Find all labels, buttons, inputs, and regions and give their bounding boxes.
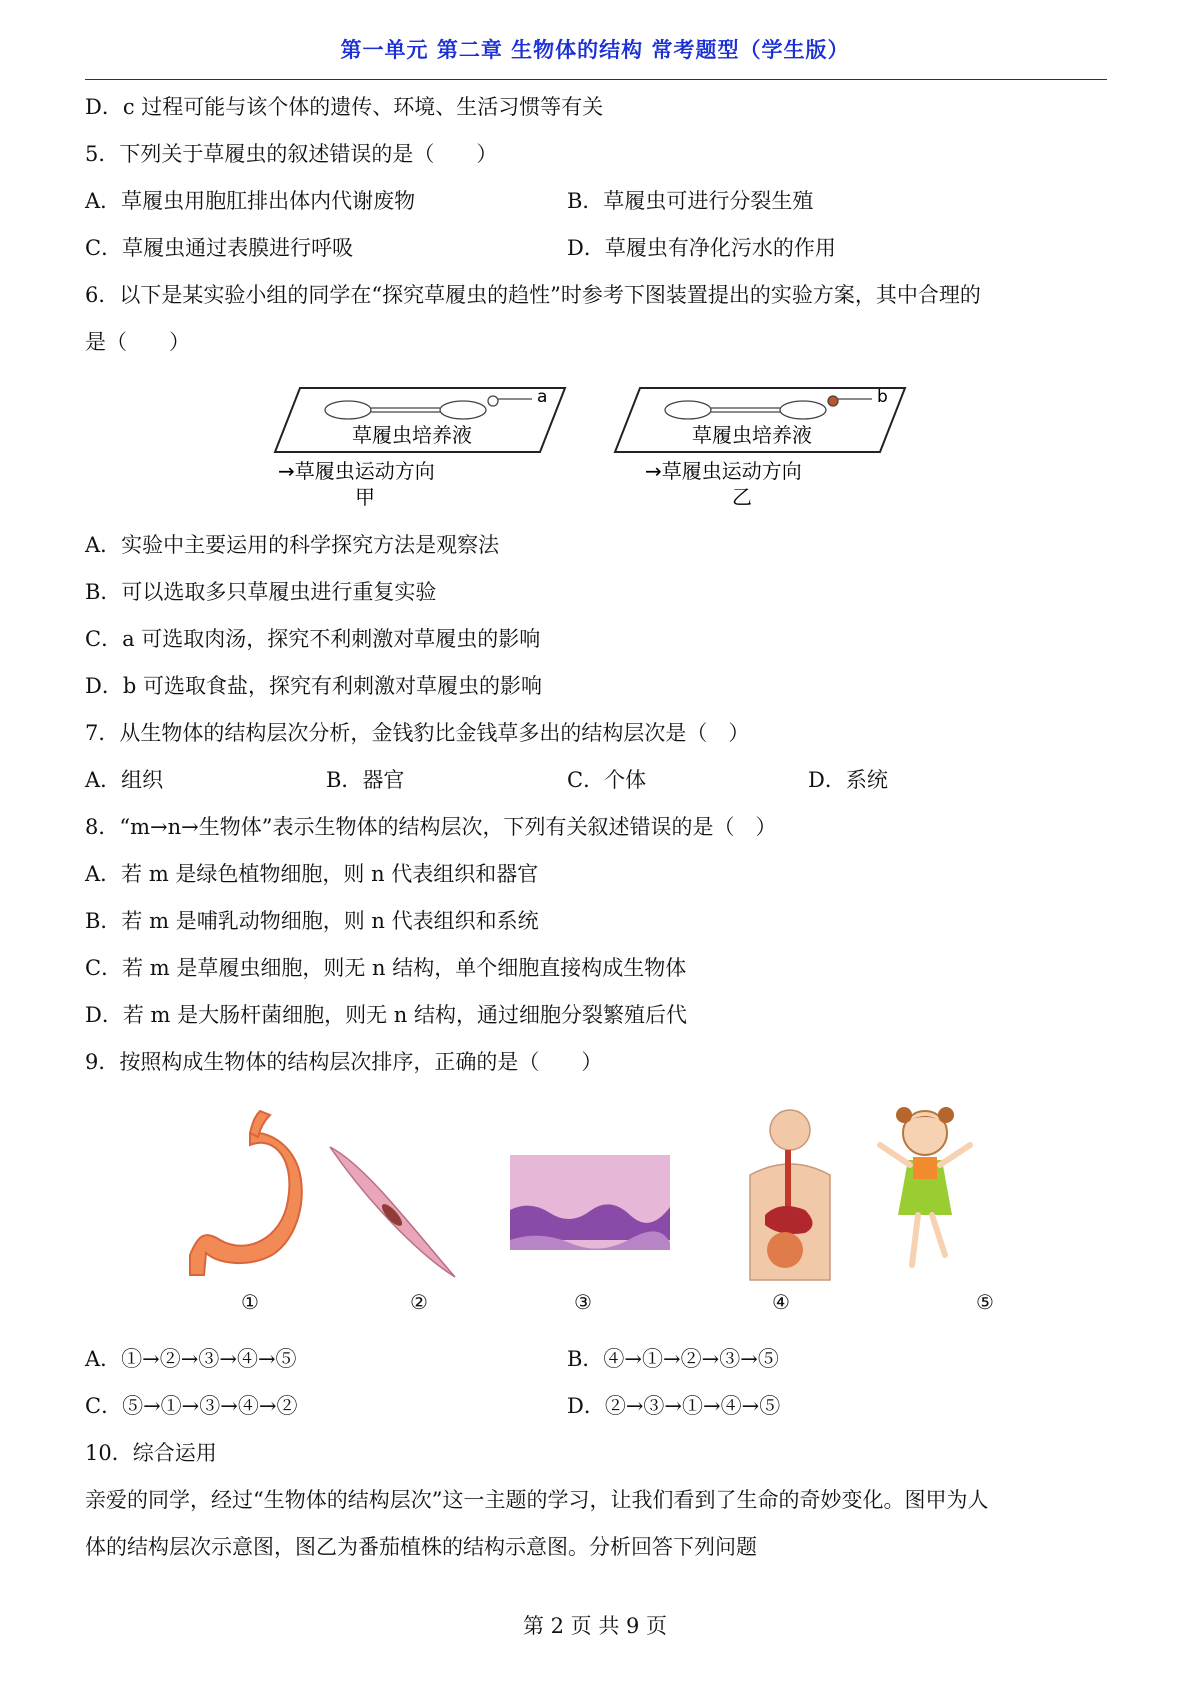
q8-option-c: C．若 m 是草履虫细胞，则无 n 结构，单个细胞直接构成生物体 (85, 956, 687, 980)
q6-option-a: A．实验中主要运用的科学探究方法是观察法 (85, 533, 500, 557)
q8-option-b: B．若 m 是哺乳动物细胞，则 n 代表组织和系统 (85, 909, 539, 933)
q10-paragraph-line2: 体的结构层次示意图，图乙为番茄植株的结构示意图。分析回答下列问题 (85, 1535, 757, 1559)
q9-structure-images (180, 1105, 1020, 1285)
q7-option-d: D．系统 (808, 768, 888, 792)
page-header-title: 第一单元 第二章 生物体的结构 常考题型（学生版） (340, 38, 850, 62)
caption-jia: 甲 (355, 485, 375, 509)
child-illustration (880, 1107, 970, 1265)
q5-option-b: B．草履虫可进行分裂生殖 (567, 189, 814, 213)
q9-option-a: A．①→②→③→④→⑤ (85, 1347, 297, 1371)
direction-label-jia: →草履虫运动方向 (278, 459, 435, 483)
q9-option-c: C．⑤→①→③→④→② (85, 1394, 298, 1418)
q7-stem: 7．从生物体的结构层次分析，金钱豹比金钱草多出的结构层次是（ ） (85, 721, 750, 745)
q6-option-b: B．可以选取多只草履虫进行重复实验 (85, 580, 437, 604)
q9-stem: 9．按照构成生物体的结构层次排序，正确的是（ ） (85, 1050, 603, 1074)
q9-option-d: D．②→③→①→④→⑤ (567, 1394, 781, 1418)
q6-experiment-figure (260, 372, 940, 522)
q5-stem: 5．下列关于草履虫的叙述错误的是（ ） (85, 142, 498, 166)
q5-option-a: A．草履虫用胞肛排出体内代谢废物 (85, 189, 416, 213)
image-label-5: ⑤ (976, 1290, 994, 1314)
direction-label-yi: →草履虫运动方向 (645, 459, 802, 483)
human-system-illustration (750, 1110, 830, 1280)
marker-a: a (537, 387, 548, 407)
q8-option-a: A．若 m 是绿色植物细胞，则 n 代表组织和器官 (85, 862, 539, 886)
caption-yi: 乙 (732, 485, 752, 509)
header-rule (85, 79, 1107, 80)
q10-stem: 10．综合运用 (85, 1441, 217, 1465)
culture-label-yi: 草履虫培养液 (692, 423, 812, 447)
q7-option-b: B．器官 (326, 768, 405, 792)
q6-option-d: D．b 可选取食盐，探究有利刺激对草履虫的影响 (85, 674, 542, 698)
q6-stem-line2: 是（ ） (85, 330, 190, 354)
q7-option-c: C．个体 (567, 768, 647, 792)
q5-option-c: C．草履虫通过表膜进行呼吸 (85, 236, 354, 260)
q7-option-a: A．组织 (85, 768, 164, 792)
slide-jia (275, 387, 565, 509)
stomach-illustration (190, 1111, 302, 1275)
q6-stem-line1: 6．以下是某实验小组的同学在“探究草履虫的趋性”时参考下图装置提出的实验方案，其中合理的 (85, 283, 981, 307)
page-footer: 第 2 页 共 9 页 (522, 1614, 668, 1638)
image-label-3: ③ (574, 1290, 592, 1314)
q6-option-c: C．a 可选取肉汤，探究不利刺激对草履虫的影响 (85, 627, 541, 651)
q8-stem: 8．“m→n→生物体”表示生物体的结构层次，下列有关叙述错误的是（ ） (85, 815, 777, 839)
tissue-illustration (510, 1155, 670, 1250)
q9-option-b: B．④→①→②→③→⑤ (567, 1347, 779, 1371)
q10-paragraph-line1: 亲爱的同学，经过“生物体的结构层次”这一主题的学习，让我们看到了生命的奇妙变化。图甲为人 (85, 1488, 989, 1512)
marker-b: b (877, 387, 888, 407)
q8-option-d: D．若 m 是大肠杆菌细胞，则无 n 结构，通过细胞分裂繁殖后代 (85, 1003, 687, 1027)
image-label-1: ① (241, 1290, 259, 1314)
culture-label-jia: 草履虫培养液 (352, 423, 472, 447)
q4-option-d: D．c 过程可能与该个体的遗传、环境、生活习惯等有关 (85, 95, 604, 119)
image-label-4: ④ (772, 1290, 790, 1314)
image-label-2: ② (410, 1290, 428, 1314)
muscle-cell-illustration (330, 1147, 455, 1277)
q5-option-d: D．草履虫有净化污水的作用 (567, 236, 836, 260)
slide-yi (615, 387, 905, 509)
